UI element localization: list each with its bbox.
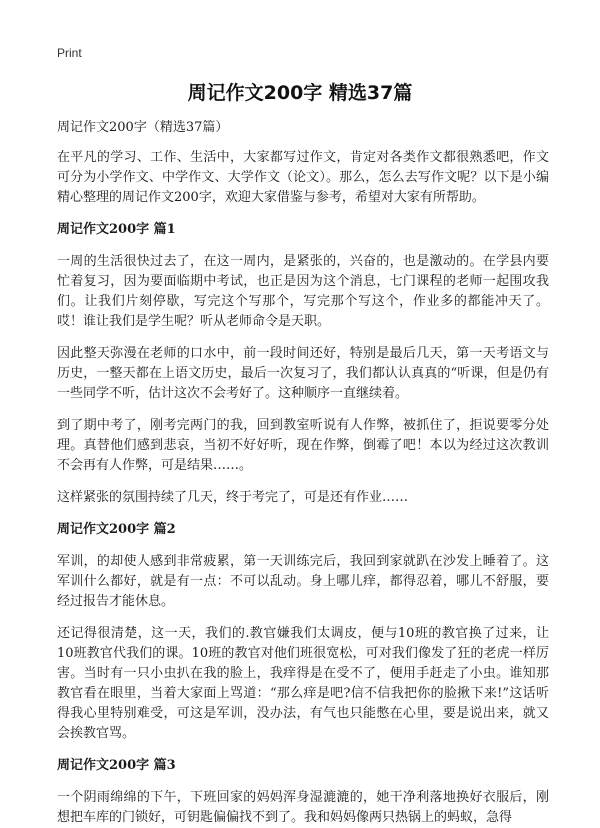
paragraph: 军训，的却使人感到非常疲累，第一天训练完后，我回到家就趴在沙发上睡着了。这军训什么都好，就是有一点：不可以乱动。身上哪儿痒，都得忍着，哪儿不舒服，要经过报告才能休息。 — [57, 554, 549, 609]
print-label[interactable]: Print — [57, 46, 82, 60]
paragraph: 因此整天弥漫在老师的口水中，前一段时间还好，特别是最后几天，第一天考语文与历史，一整天都在上语文历史，最后一次复习了，我们都认认真真的“听课，但是仍有一些同学不听，估计这次不会考好了。这种顺序一直继续着。 — [57, 346, 549, 401]
intro-paragraph: 在平凡的学习、工作、生活中，大家都写过作文，肯定对各类作文都很熟悉吧，作文可分为小学作文、中学作文、大学作文（论文）。那么，怎么去写作文呢？以下是小编精心整理的周记作文200字，欢迎大家借鉴与参考，希望对大家有所帮助。 — [57, 150, 549, 205]
paragraph: 一周的生活很快过去了，在这一周内，是紧张的，兴奋的，也是激动的。在学县内要忙着复习，因为要面临期中考试，也正是因为这个消息，七门课程的老师一起围攻我们。让我们片刻停歇，写完这个写那个，写完那个写这个，作业多的都能冲天了。哎！谁让我们是学生呢？听从老师命令是天职。 — [57, 254, 549, 329]
article-subtitle: 周记作文200字（精选37篇） — [57, 120, 229, 135]
paragraph: 一个阴雨绵绵的下午，下班回家的妈妈浑身湿漉漉的，她干净利落地换好衣服后，刚想把车库的门锁好，可钥匙偏偏找不到了。我和妈妈像两只热锅上的蚂蚁，急得 — [57, 790, 549, 825]
section-heading: 周记作文200字 篇2 — [57, 522, 176, 537]
page-title: 周记作文200字 精选37篇 — [187, 82, 413, 104]
section-heading: 周记作文200字 篇3 — [57, 758, 176, 773]
paragraph: 这样紧张的氛围持续了几天，终于考完了，可是还有作业…… — [57, 490, 409, 505]
article-body — [57, 118, 549, 828]
paragraph: 还记得很清楚，这一天，我们的.教官嫌我们太调皮，便与10班的教官换了过来，让10班教官代我们的课。10班的教官对他们班很宽松，可对我们像发了狂的老虎一样厉害。当时有一只小虫扒在我的脸上，我痒得是在受不了，便用手赶走了小虫。谁知那教官看在眼里，当着大家面上骂道：“那么痒是吧?信不信我把你的脸揪下来!”这话听得我心里特别难受，可这是军训，没办法，有气也只能憋在心里，要是说出来，就又会挨教官骂。 — [57, 626, 549, 741]
section-heading: 周记作文200字 篇1 — [57, 222, 176, 237]
paragraph: 到了期中考了，刚考完两门的我，回到教室听说有人作弊，被抓住了，拒说要零分处理。真替他们感到悲哀，当初不好好听，现在作弊，倒霉了吧！本以为经过这次教训不会再有人作弊，可是结果……。 — [57, 418, 549, 473]
